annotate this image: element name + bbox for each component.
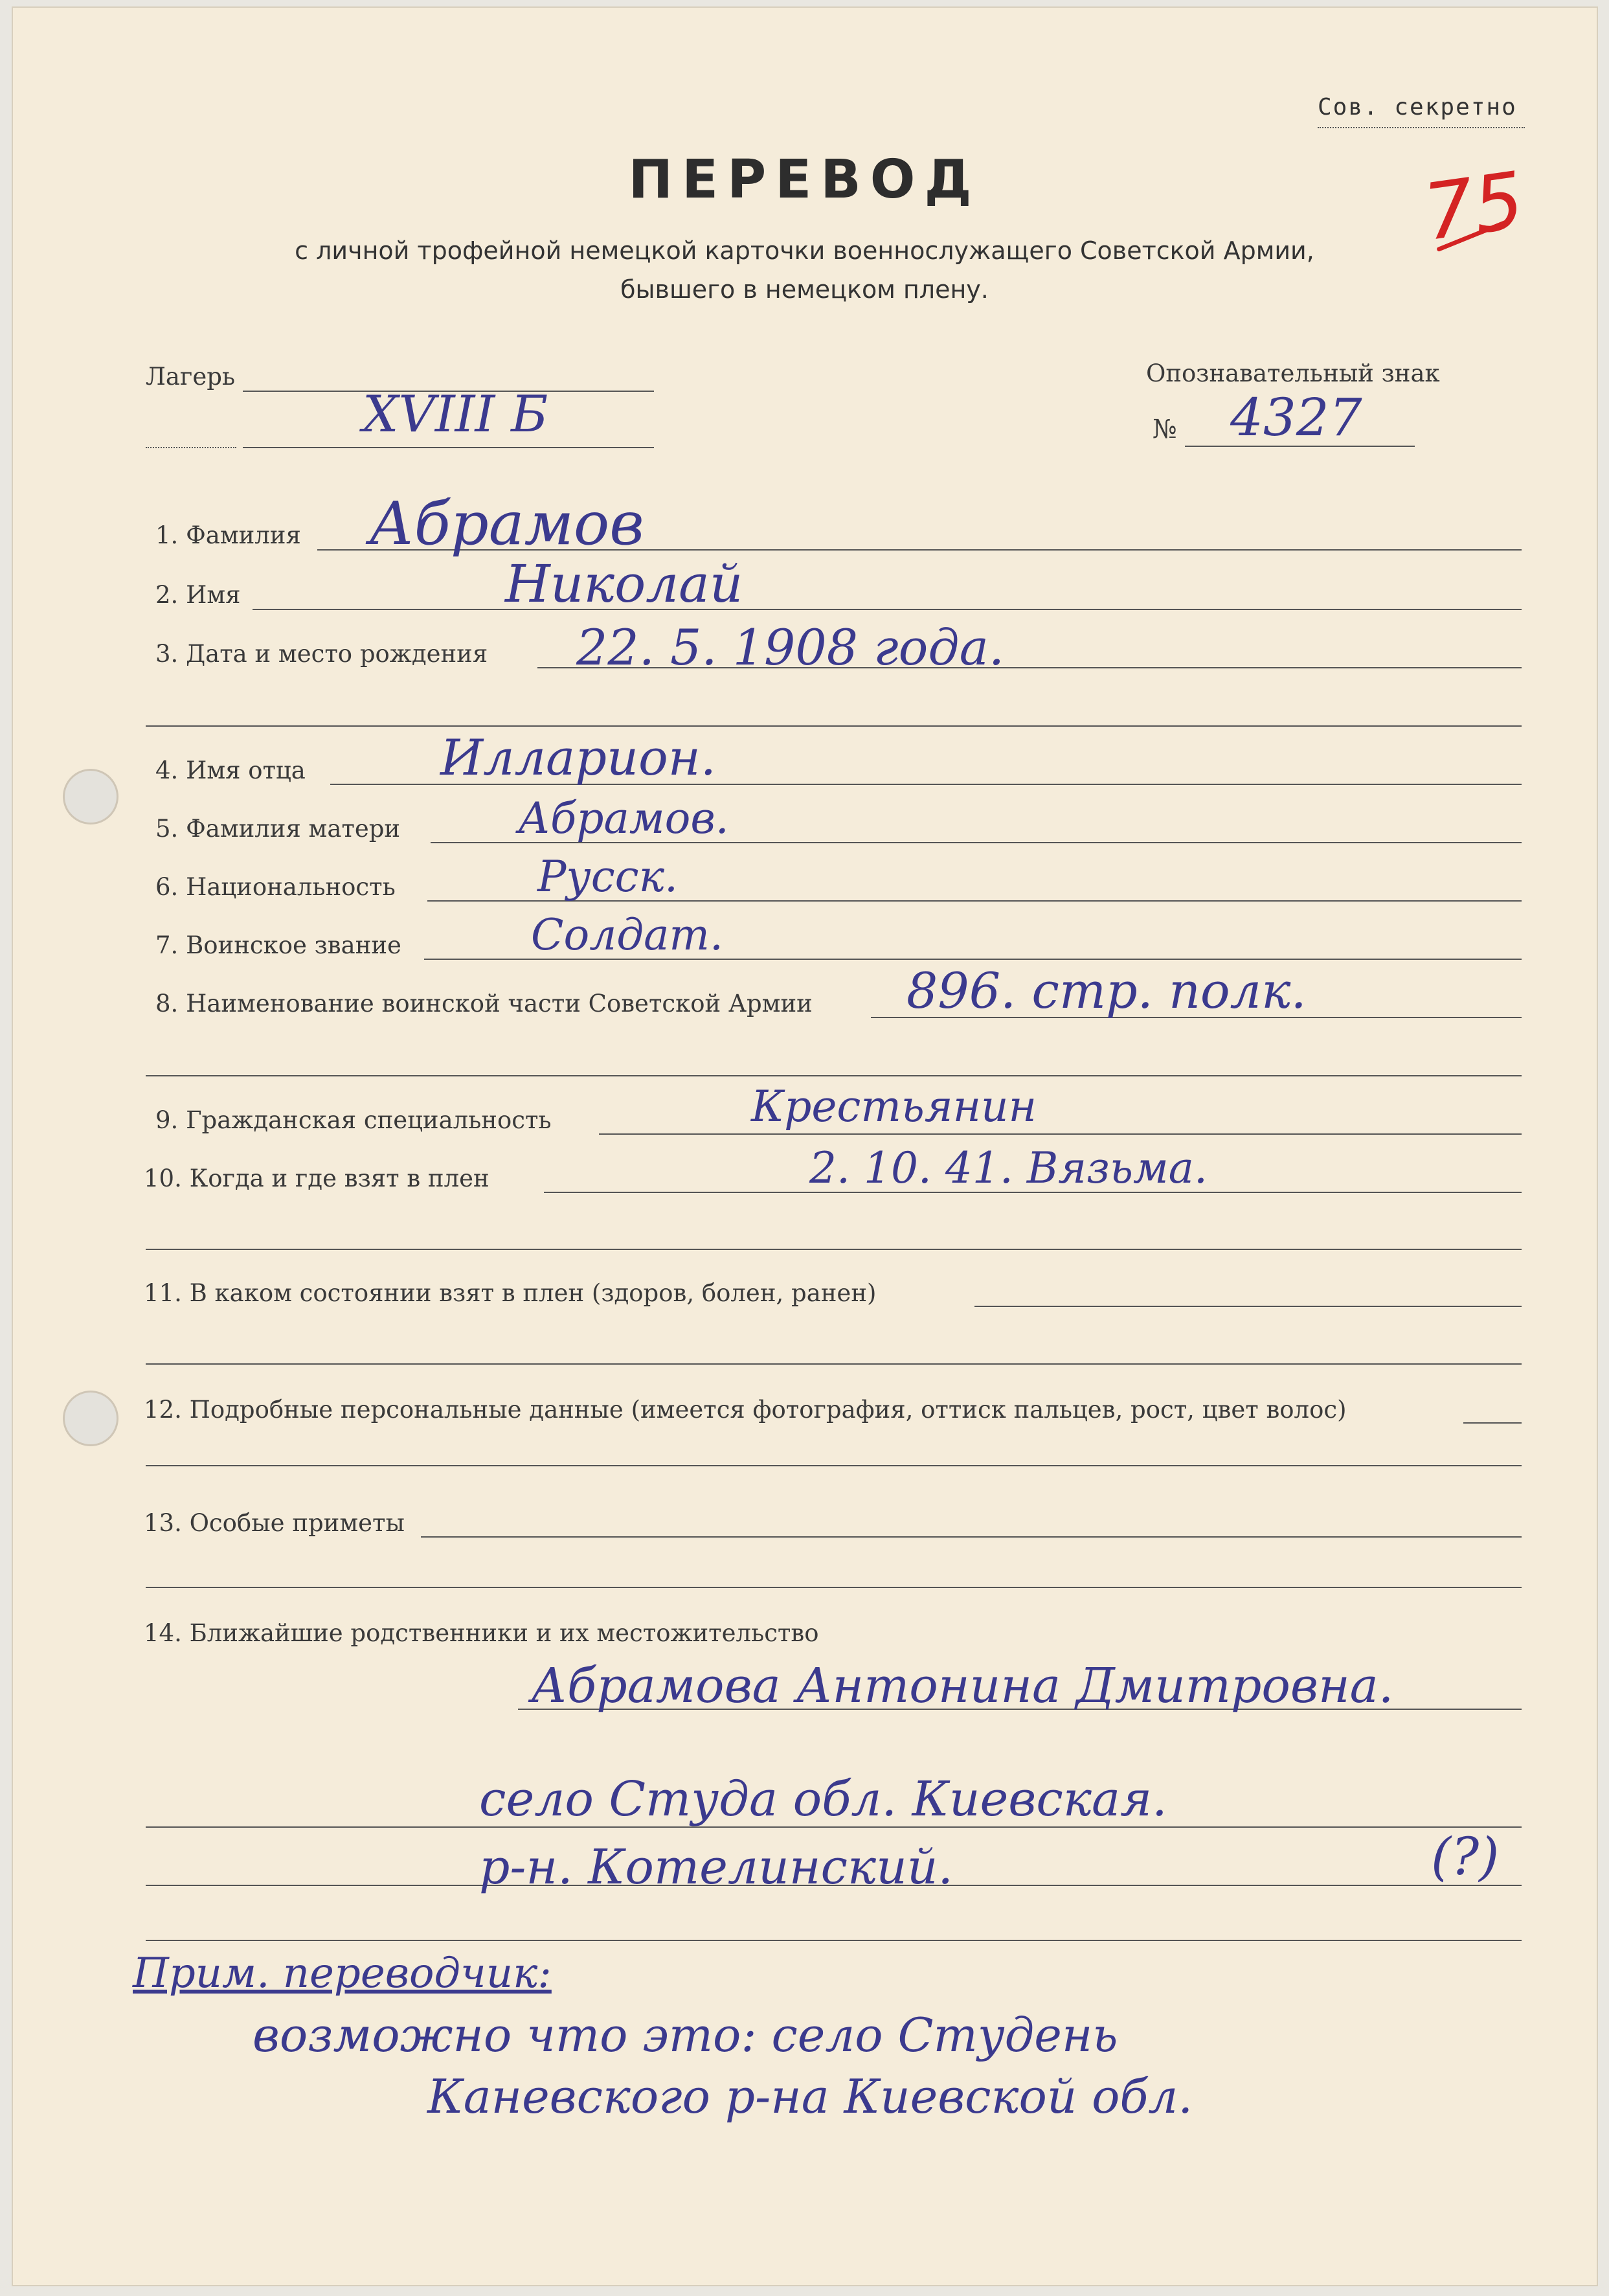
field-8-line-2 <box>146 1075 1522 1076</box>
translator-note-line-1: возможно что это: село Студень <box>253 2008 1118 2062</box>
field-12-line-2 <box>146 1465 1522 1466</box>
field-14-line-4 <box>146 1940 1522 1941</box>
field-3-value: 22. 5. 1908 года. <box>576 619 1005 676</box>
field-12-line <box>1463 1422 1522 1424</box>
field-4-value: Илларион. <box>440 729 716 786</box>
field-11-label: 11. В каком состоянии взят в плен (здоров, болен, ранен) <box>144 1279 877 1307</box>
field-8-value: 896. стр. полк. <box>906 962 1307 1019</box>
document-sheet <box>12 6 1598 2286</box>
field-10-label: 10. Когда и где взят в плен <box>144 1165 489 1192</box>
field-11-line <box>974 1306 1522 1307</box>
camp-value: XVIII Б <box>363 385 548 444</box>
field-5-label: 5. Фамилия матери <box>155 815 401 843</box>
field-8-label: 8. Наименование воинской части Советской Армии <box>155 990 813 1017</box>
id-mark-label: Опознавательный знак <box>1146 359 1440 387</box>
field-6-value: Русск. <box>537 852 679 902</box>
field-5-value: Абрамов. <box>518 793 729 843</box>
field-1-label: 1. Фамилия <box>155 521 301 549</box>
classification-underline <box>1318 127 1525 128</box>
classification-stamp: Сов. секретно <box>1318 94 1517 120</box>
relatives-line-1: Абрамова Антонина Дмитровна. <box>531 1658 1394 1714</box>
field-3-label: 3. Дата и место рождения <box>155 640 488 668</box>
document-subtitle-line2: бывшего в немецком плену. <box>620 275 989 304</box>
id-mark-number-label: № <box>1153 415 1177 444</box>
field-13-line-2 <box>146 1587 1522 1588</box>
field-7-value: Солдат. <box>531 910 723 960</box>
relatives-line-2: село Студа обл. Киевская. <box>479 1771 1167 1827</box>
field-7-label: 7. Воинское звание <box>155 931 401 959</box>
field-12-label: 12. Подробные персональные данные (имеется фотография, оттиск пальцев, рост, цвет волос) <box>144 1396 1347 1424</box>
relatives-question-mark: (?) <box>1431 1826 1500 1887</box>
relatives-line-3: р-н. Котелинский. <box>479 1839 953 1895</box>
field-4-label: 4. Имя отца <box>155 756 306 784</box>
field-9-value: Крестьянин <box>751 1082 1037 1131</box>
field-2-label: 2. Имя <box>155 581 241 609</box>
field-3-line-2 <box>146 725 1522 727</box>
field-2-value: Николай <box>505 554 743 614</box>
punch-hole-top <box>65 771 117 823</box>
field-1-value: Абрамов <box>369 489 644 558</box>
field-6-label: 6. Национальность <box>155 873 396 901</box>
camp-line-bottom <box>146 447 236 448</box>
field-13-line <box>421 1536 1522 1538</box>
red-handwritten-mark: 75 <box>1419 155 1529 258</box>
camp-label: Лагерь <box>146 363 236 391</box>
field-13-label: 13. Особые приметы <box>144 1509 405 1537</box>
field-9-line <box>599 1133 1522 1135</box>
document-title: ПЕРЕВОД <box>628 149 981 210</box>
translator-note-line-2: Каневского р-на Киевской обл. <box>427 2069 1193 2124</box>
id-mark-value: 4327 <box>1230 387 1362 448</box>
translator-note-heading: Прим. переводчик: <box>133 1949 552 1997</box>
document-subtitle-line1: с личной трофейной немецкой карточки военнослужащего Советской Армии, <box>295 236 1314 265</box>
field-10-value: 2. 10. 41. Вязьма. <box>809 1143 1208 1193</box>
field-10-line-2 <box>146 1249 1522 1250</box>
field-2-line <box>253 609 1522 610</box>
camp-line-bottom-2 <box>243 447 654 448</box>
field-11-line-2 <box>146 1363 1522 1365</box>
punch-hole-bottom <box>65 1392 117 1444</box>
field-14-label: 14. Ближайшие родственники и их местожительство <box>144 1619 819 1647</box>
field-9-label: 9. Гражданская специальность <box>155 1106 552 1134</box>
